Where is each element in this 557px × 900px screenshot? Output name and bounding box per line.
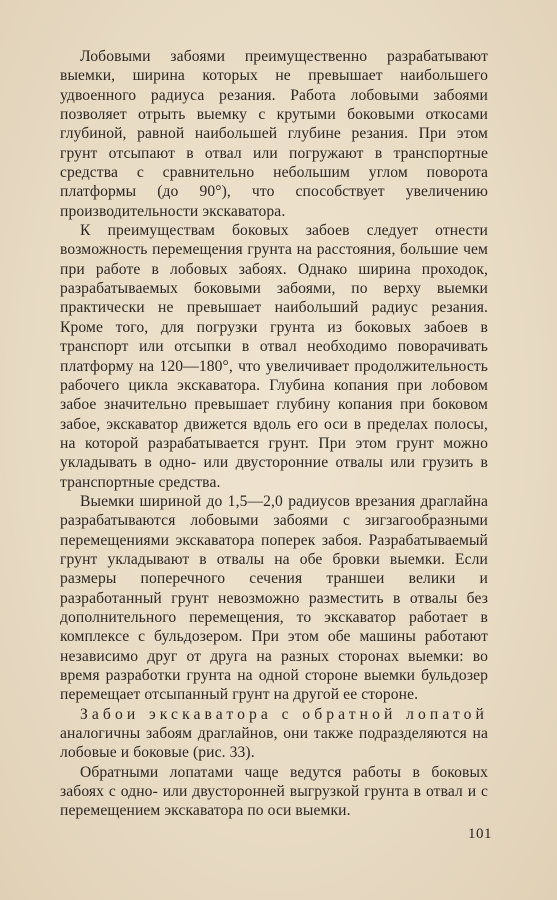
paragraph-frontal-faces: Лобовыми забоями преимущественно разрабатывают выемки, ширина которых не превышает наибольшего удвоенного радиуса резания. Работа лобовыми забоями позволяет отрыть выемку с крутыми боковыми откосами глубиной, равной наибольшей глубине резания. При этом грунт отсыпают в отвал или погружают в транспортные средства с сравнительно небольшим углом поворота платформы (до 90°), что способствует увеличению производительности экскаватора. xyxy=(60,48,488,220)
paragraph-backhoe-side-work: Обратными лопатами чаще ведутся работы в боковых забоях с одно- или двусторонней выгрузкой грунта в отвал и с перемещением экскаватора по оси выемки. xyxy=(60,763,488,820)
paragraph-side-faces-advantages: К преимуществам боковых забоев следует отнести возможность перемещения грунта на расстояния, большие чем при работе в лобовых забоях. Однако ширина проходок, разрабатываемых боковыми забоями, по верху выемки практически не превышает наибольший радиус резания. Кроме того, для погрузки грунта из боковых забоев в транспорт или отсыпки в отвал необходимо поворачивать платформу на 120—180°, что увеличивает продолжительность рабочего цикла экскаватора. Глубина копания при лобовом забое значительно превышает глубину копания при боковом забое, экскаватор движется вдоль его оси в пределах полосы, на которой разрабатывается грунт. При этом грунт можно укладывать в одно- или двусторонние отвалы или грузить в транспортные средства. xyxy=(60,222,488,491)
spaced-emphasis-text: Забои экскаватора с обратной лопатой xyxy=(80,705,488,723)
page-number: 101 xyxy=(468,826,492,842)
body-text xyxy=(60,47,488,821)
paragraph-dragline-excavations: Выемки шириной до 1,5—2,0 радиусов врезания драглайна разрабатываются лобовыми забоями с зигзагообразными перемещениями экскаватора поперек забоя. Разрабатываемый грунт укладывают в отвалы на обе бровки выемки. Если размеры поперечного сечения траншеи велики и разработанный грунт невозможно разместить в отвалы без дополнительного перемещения, то экскаватор работает в комплексе с бульдозером. При этом обе машины работают независимо друг от друга на разных сторонах выемки: во время разработки грунта на одной стороне выемки бульдозер перемещает отсыпанный грунт на другой ее стороне. xyxy=(60,492,488,704)
paragraph-backhoe-faces-rest: аналогичны забоям драглайнов, они также подразделяются на лобовые и боковые (рис. 33). xyxy=(60,725,488,762)
paragraph-backhoe-faces xyxy=(60,705,488,763)
